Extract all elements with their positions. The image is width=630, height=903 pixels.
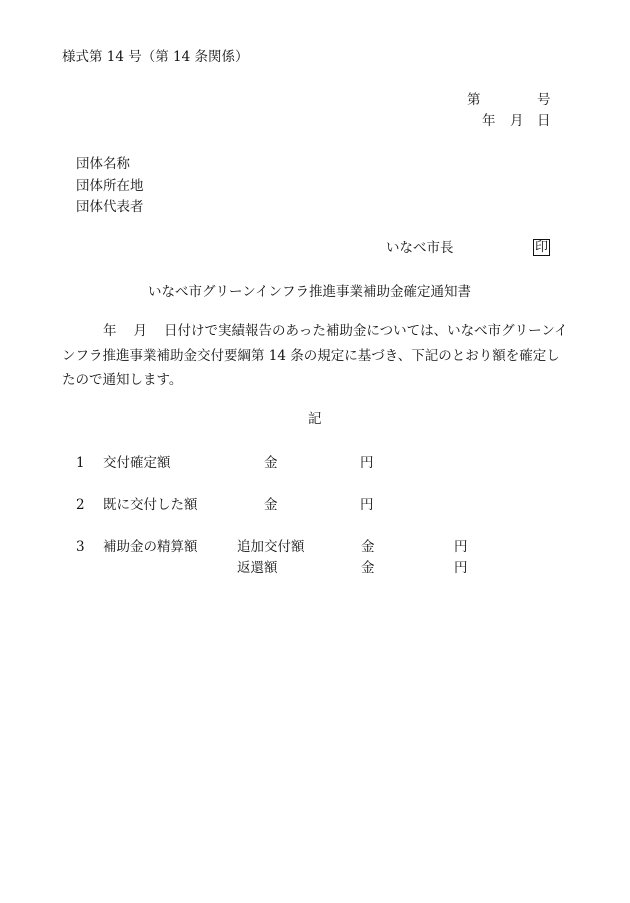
org-representative-label: 団体代表者 <box>76 199 144 215</box>
item-3-label: 補助金の精算額 <box>103 539 198 555</box>
item-3-refund-yen: 円 <box>454 560 468 576</box>
doc-number-suffix: 号 <box>537 92 551 108</box>
item-1-number: 1 <box>76 455 85 471</box>
item-3-additional-grant-yen: 円 <box>454 539 468 555</box>
item-3-refund-kin: 金 <box>361 560 375 576</box>
item-2-label: 既に交付した額 <box>103 497 198 513</box>
item-1-label: 交付確定額 <box>103 455 171 471</box>
body-year-label: 年 <box>103 323 117 339</box>
org-address-label: 団体所在地 <box>76 178 144 194</box>
item-3-refund-label: 返還額 <box>237 560 278 576</box>
document-title: いなべ市グリーンインフラ推進事業補助金確定通知書 <box>148 284 472 300</box>
sender-title: いなべ市長 <box>386 240 454 256</box>
date-day-label: 日 <box>537 113 551 129</box>
item-3-additional-grant-label: 追加交付額 <box>237 539 305 555</box>
body-line-1 <box>103 325 568 339</box>
item-2-number: 2 <box>76 497 85 513</box>
item-3-additional-grant-kin: 金 <box>361 539 375 555</box>
form-number: 様式第 14 号（第 14 条関係） <box>62 49 249 65</box>
item-3-number: 3 <box>76 539 85 555</box>
seal-mark: 印 <box>535 240 549 255</box>
item-1-yen: 円 <box>360 455 374 471</box>
doc-number-prefix: 第 <box>467 92 481 108</box>
date-month-label: 月 <box>510 113 524 129</box>
ki-heading: 記 <box>308 411 322 427</box>
body-line-1-text: 日付けで実績報告のあった補助金については、いなべ市グリーンイ <box>164 323 568 339</box>
date-year-label: 年 <box>482 113 496 129</box>
body-line-3: たので通知します。 <box>62 372 183 388</box>
body-line-2: ンフラ推進事業補助金交付要綱第 14 条の規定に基づき、下記のとおり額を確定し <box>62 348 560 364</box>
item-2-kin: 金 <box>264 497 278 513</box>
body-month-label: 月 <box>133 323 147 339</box>
item-2-yen: 円 <box>360 497 374 513</box>
org-name-label: 団体名称 <box>76 156 130 172</box>
item-1-kin: 金 <box>264 455 278 471</box>
